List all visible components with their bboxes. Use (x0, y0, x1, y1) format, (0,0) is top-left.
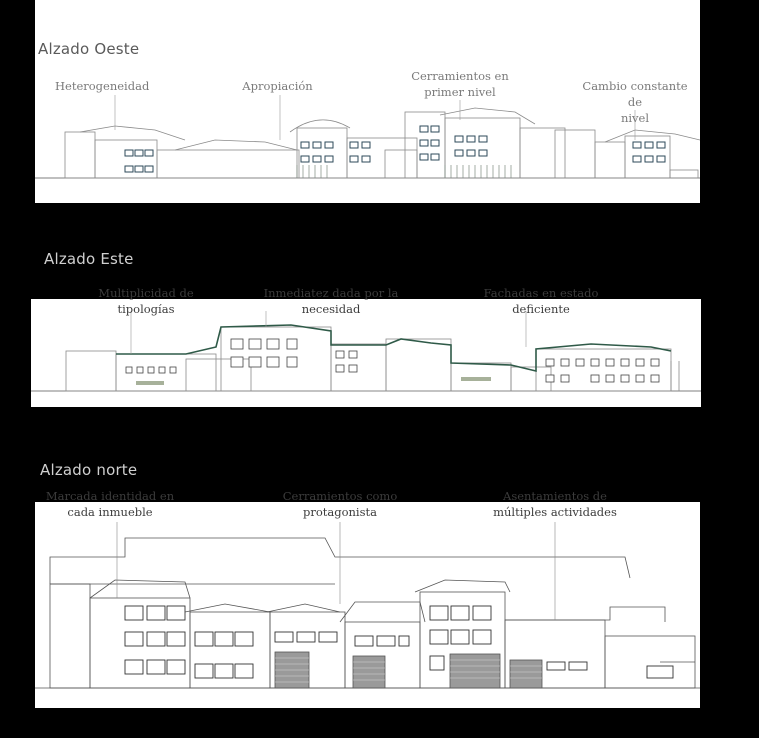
alzado-norte-drawing (35, 502, 700, 708)
alzado-oeste-panel (35, 0, 700, 203)
alzado-este-panel (31, 286, 701, 407)
alzado-norte-panel (35, 489, 700, 708)
annotation-cerramientos-primer-nivel: Cerramientos en primer nivel (411, 69, 509, 99)
annotation-apropiacion: Apropiación (242, 79, 313, 93)
section-title-norte: Alzado norte (40, 461, 138, 479)
annotation-inmediatez-necesidad: Inmediatez dada por la necesidad (263, 286, 399, 316)
annotation-cerramientos-protagonista: Cerramientos como protagonista (282, 489, 398, 519)
annotation-heterogeneidad: Heterogeneidad (55, 79, 150, 93)
section-title-oeste: Alzado Oeste (38, 40, 140, 58)
annotation-marcada-identidad: Marcada identidad en cada inmueble (45, 489, 175, 519)
annotation-fachadas-estado-deficiente: Fachadas en estado deficiente (483, 286, 599, 316)
annotation-multiplicidad-tipologias: Multiplicidad de tipologías (98, 286, 194, 316)
section-title-este: Alzado Este (44, 250, 134, 268)
annotation-asentamientos-actividades: Asentamientos de múltiples actividades (493, 489, 617, 519)
annotation-cambio-constante-nivel: Cambio constante de nivel (582, 79, 688, 125)
